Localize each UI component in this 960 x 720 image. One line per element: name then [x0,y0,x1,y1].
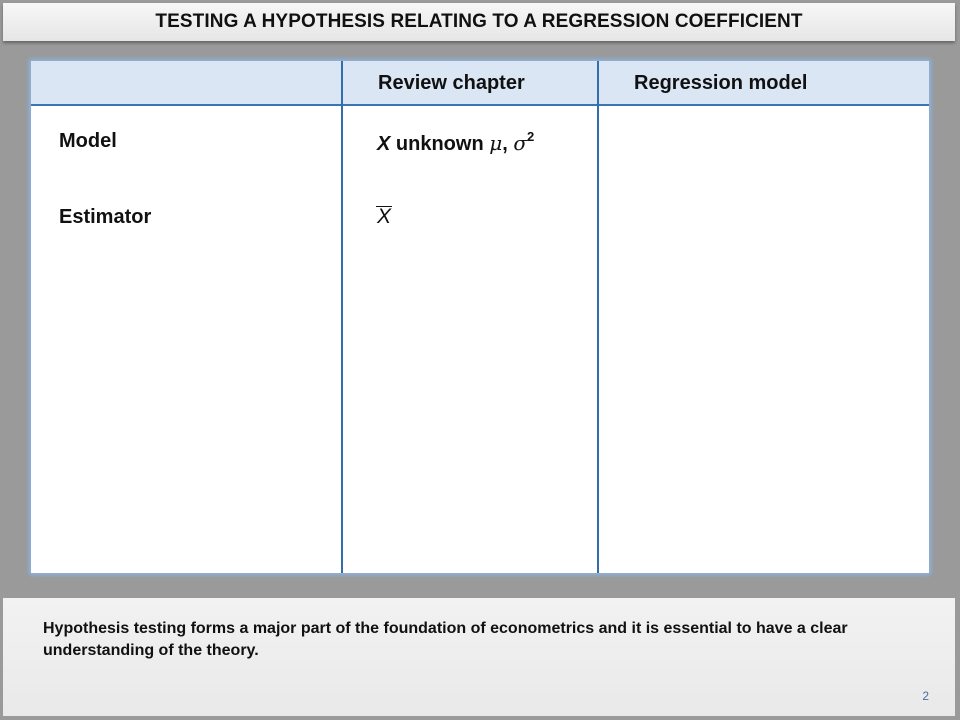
column-divider-1 [341,61,343,573]
slide-title: TESTING A HYPOTHESIS RELATING TO A REGRESSION COEFFICIENT [3,3,955,41]
caption-box [3,598,955,716]
row-label-model: Model [59,130,117,152]
header-review-chapter: Review chapter [378,72,525,94]
header-regression-model: Regression model [634,72,808,94]
column-divider-2 [597,61,599,573]
mu-symbol: μ [489,131,503,155]
comma: , [502,133,514,155]
page-number: 2 [922,689,929,703]
review-estimator-xbar: X [377,205,392,228]
exponent: 2 [527,129,535,144]
row-label-estimator: Estimator [59,206,152,228]
review-model-cell [377,131,534,156]
model-text: unknown [390,133,490,155]
comparison-table [31,61,929,573]
sigma-symbol: σ [513,131,528,155]
variable-x: X [377,133,391,155]
caption-text: Hypothesis testing forms a major part of the foundation of econometrics and it is essential to have a clear understanding of the theory. [43,620,848,659]
